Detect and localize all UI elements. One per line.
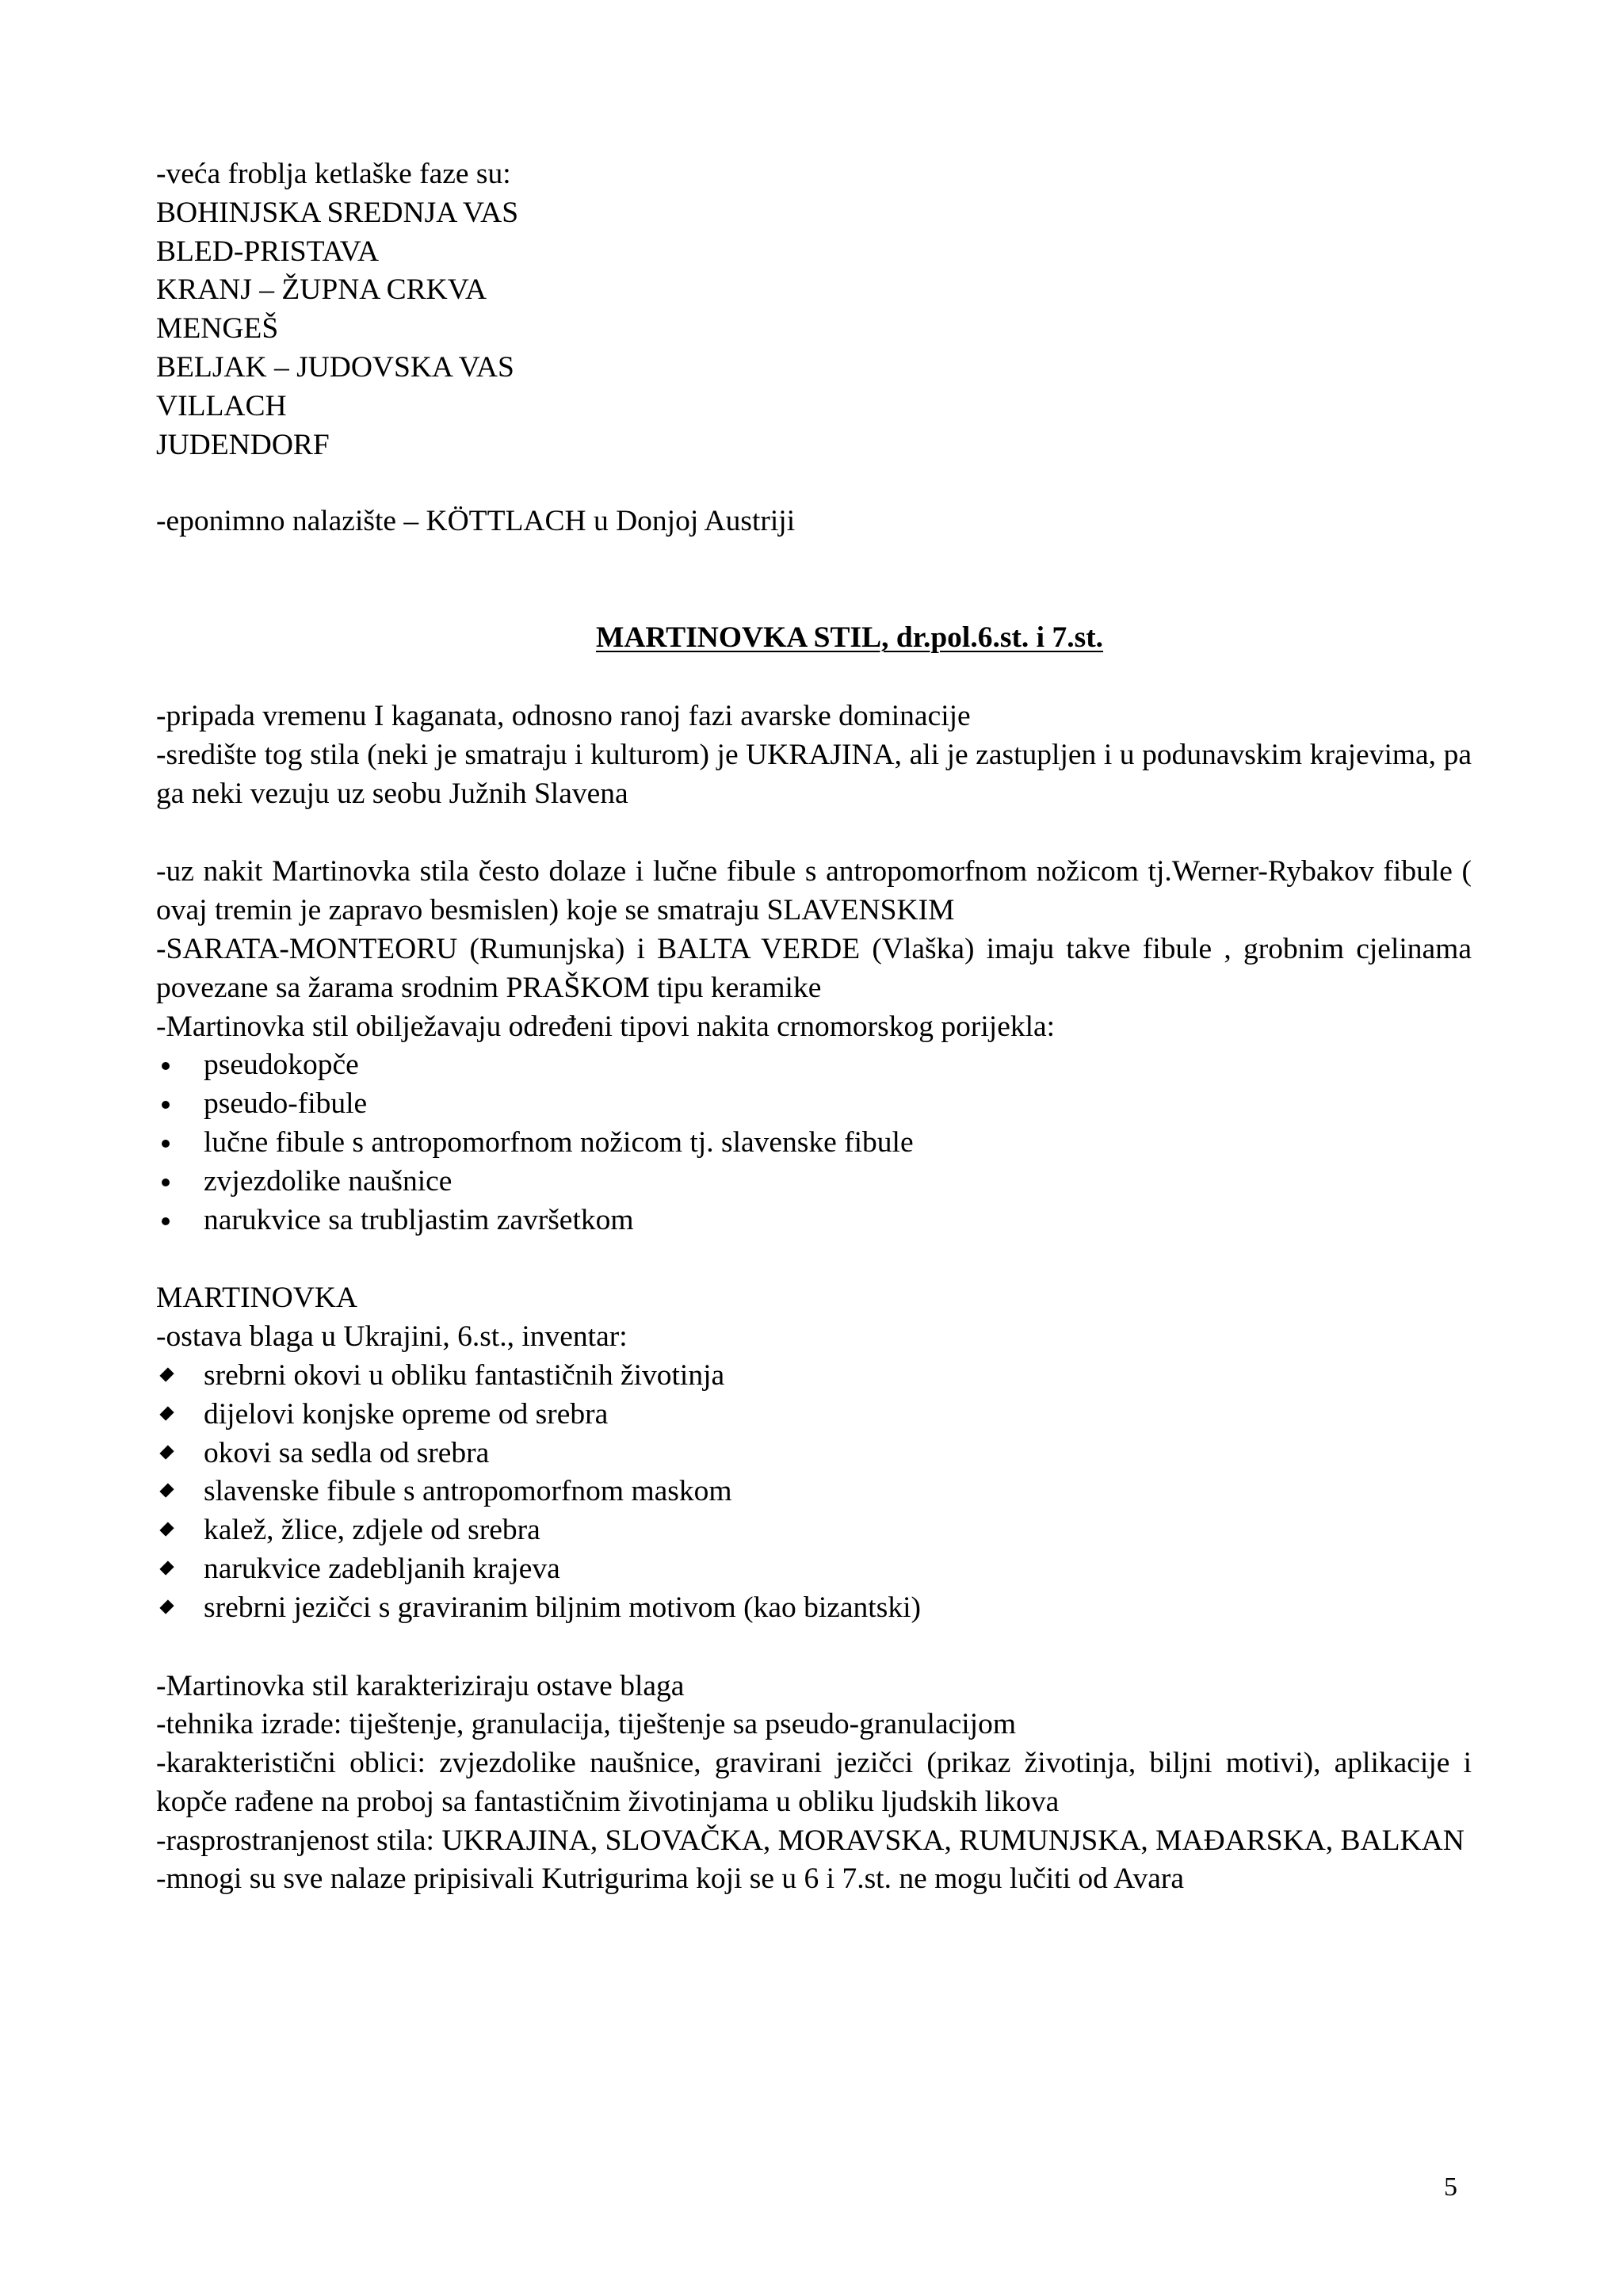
bullet-icon <box>162 1179 170 1186</box>
list-item <box>156 1435 1472 1473</box>
list-item <box>156 1201 1472 1240</box>
bullet-list <box>156 1046 1472 1240</box>
bullet-icon <box>162 1062 170 1070</box>
list-item-text: okovi sa sedla od srebra <box>204 1436 490 1469</box>
list-item <box>156 1163 1472 1201</box>
list-item-text: zvjezdolike naušnice <box>204 1164 453 1198</box>
diamond-bullet-icon <box>159 1367 174 1381</box>
diamond-bullet-icon <box>159 1599 174 1614</box>
intro-line: -veća froblja ketlaške faze su: <box>156 158 511 190</box>
bullet-icon <box>162 1140 170 1148</box>
document-page <box>156 155 1472 1899</box>
list-item-text: pseudo-fibule <box>204 1087 368 1121</box>
bullet-icon <box>162 1217 170 1225</box>
diamond-list <box>156 1357 1472 1628</box>
diamond-bullet-icon <box>159 1522 174 1536</box>
diamond-bullet-icon <box>159 1406 174 1420</box>
list-item <box>156 1085 1472 1124</box>
paragraph: -rasprostranjenost stila: UKRAJINA, SLOVAČKA, MORAVSKA, RUMUNJSKA, MAĐARSKA, BALKAN <box>156 1824 1465 1857</box>
site-item: BLED-PRISTAVA <box>156 235 380 268</box>
eponym-line: -eponimno nalazište – KÖTTLACH u Donjoj Austriji <box>156 505 796 538</box>
list-item-text: srebrni okovi u obliku fantastičnih životinja <box>204 1358 725 1392</box>
list-item <box>156 1124 1472 1163</box>
list-item-text: slavenske fibule s antropomorfnom maskom <box>204 1475 732 1508</box>
paragraph: -tehnika izrade: tiještenje, granulacija, tiještenje sa pseudo-granulacijom <box>156 1708 1016 1741</box>
paragraph: -pripada vremenu I kaganata, odnosno ranoj fazi avarske dominacije <box>156 699 971 732</box>
list-item <box>156 1550 1472 1589</box>
paragraph: -SARATA-MONTEORU (Rumunjska) i BALTA VERDE (Vlaška) imaju takve fibule , grobnim cjelinama povezane sa žarama srodnim PRAŠKOM tipu keramike <box>156 932 1472 1004</box>
list-item <box>156 1357 1472 1396</box>
site-item: BOHINJSKA SREDNJA VAS <box>156 196 519 229</box>
site-list <box>156 194 1472 465</box>
list-item-text: kalež, žlice, zdjele od srebra <box>204 1514 540 1547</box>
list-item-text: lučne fibule s antropomorfnom nožicom tj. slavenske fibule <box>204 1125 914 1159</box>
list-item-text: dijelovi konjske opreme od srebra <box>204 1397 609 1431</box>
site-item: KRANJ – ŽUPNA CRKVA <box>156 273 487 307</box>
diamond-bullet-icon <box>159 1445 174 1459</box>
paragraph: -mnogi su sve nalaze pripisivali Kutrigurima koji se u 6 i 7.st. ne mogu lučiti od Avara <box>156 1862 1184 1896</box>
site-item: VILLACH <box>156 389 287 422</box>
site-item: MENGEŠ <box>156 312 279 346</box>
list-item-text: pseudokopče <box>204 1049 359 1082</box>
paragraph: -Martinovka stil karakteriziraju ostave blaga <box>156 1669 685 1702</box>
list-item-text: narukvice sa trubljastim završetkom <box>204 1203 634 1236</box>
bullet-icon <box>162 1101 170 1109</box>
site-item: JUDENDORF <box>156 428 330 461</box>
subsection-title: MARTINOVKA <box>156 1282 357 1315</box>
list-item <box>156 1511 1472 1550</box>
paragraph: -uz nakit Martinovka stila često dolaze i lučne fibule s antropomorfnom nožicom tj.Werner-Rybakov fibule ( ovaj tremin je zapravo besmislen) koje se smatraju SLAVENSKIM <box>156 855 1472 927</box>
paragraph: -središte tog stila (neki je smatraju i kulturom) je UKRAJINA, ali je zastupljen i u podunavskim krajevima, pa ga neki vezuju uz seobu Južnih Slavena <box>156 738 1472 810</box>
paragraph: -karakteristični oblici: zvjezdolike naušnice, gravirani jezičci (prikaz životinja, biljni motivi), aplikacije i kopče rađene na proboj sa fantastičnim životinjama u obliku ljudskih likova <box>156 1747 1472 1818</box>
section-heading: MARTINOVKA STIL, dr.pol.6.st. i 7.st. <box>595 621 1104 655</box>
diamond-bullet-icon <box>159 1561 174 1575</box>
paragraph: -ostava blaga u Ukrajini, 6.st., inventar: <box>156 1320 628 1354</box>
page-number: 5 <box>1444 2172 1457 2202</box>
list-item <box>156 1589 1472 1628</box>
list-item <box>156 1046 1472 1085</box>
list-item <box>156 1473 1472 1511</box>
diamond-bullet-icon <box>159 1484 174 1498</box>
list-item-text: srebrni jezičci s graviranim biljnim motivom (kao bizantski) <box>204 1591 921 1624</box>
paragraph: -Martinovka stil obilježavaju određeni tipovi nakita crnomorskog porijekla: <box>156 1010 1056 1043</box>
list-item <box>156 1396 1472 1435</box>
site-item: BELJAK – JUDOVSKA VAS <box>156 350 514 384</box>
list-item-text: narukvice zadebljanih krajeva <box>204 1552 560 1585</box>
